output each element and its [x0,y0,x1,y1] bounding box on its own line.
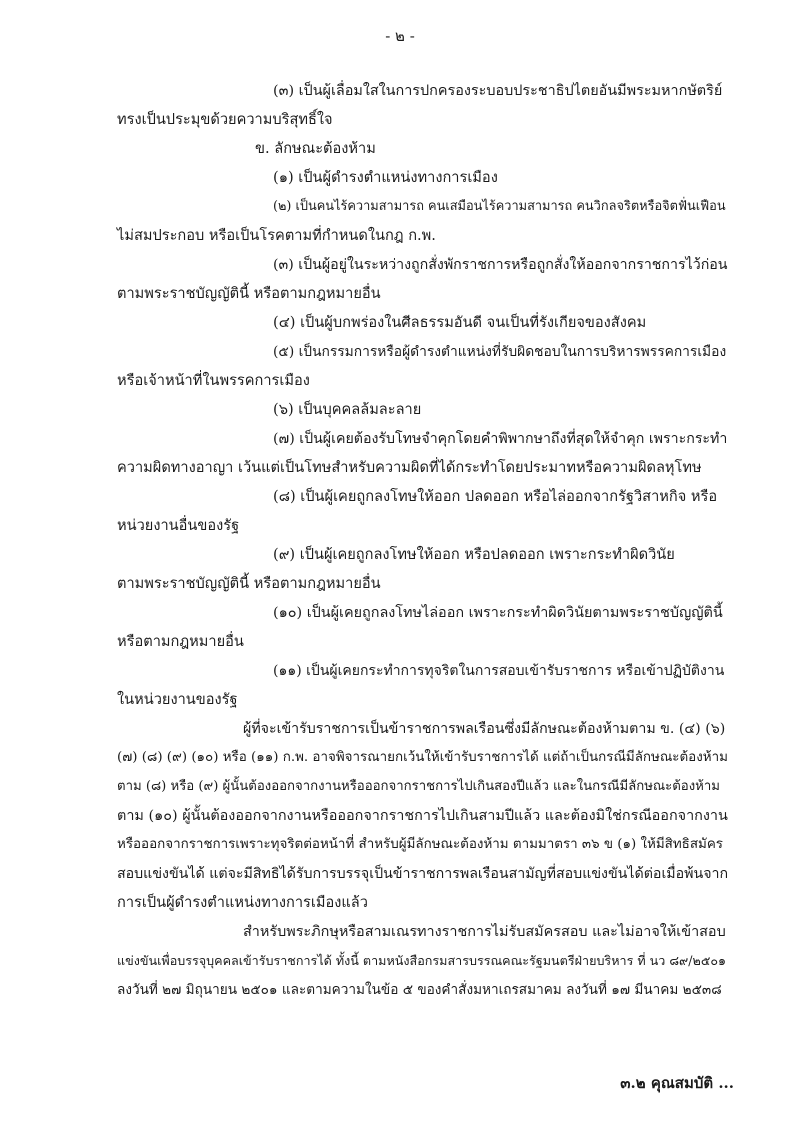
text-line: หรือตามกฎหมายอื่น [117,633,244,650]
text-line: ตามพระราชบัญญัตินี้ หรือตามกฎหมายอื่น [117,575,381,592]
text-line: (๙) เป็นผู้เคยถูกลงโทษให้ออก หรือปลดออก เพราะกระทำผิดวินัย [273,546,675,563]
text-line: สำหรับพระภิกษุหรือสามเณรทางราชการไม่รับสมัครสอบ และไม่อาจให้เข้าสอบ [243,924,726,940]
text-line: หรือออกจากราชการเพราะทุจริตต่อหน้าที่ สำหรับผู้มีลักษณะต้องห้าม ตามมาตรา ๓๖ ข (๑) ให้มีสิทธิสมัคร [117,837,723,852]
text-line: สอบแข่งขันได้ แต่จะมีสิทธิได้รับการบรรจุเป็นข้าราชการพลเรือนสามัญที่สอบแข่งขันได้ต่อเมื่อพ้นจาก [117,866,729,882]
text-line: (๑๑) เป็นผู้เคยกระทำการทุจริตในการสอบเข้ารับราชการ หรือเข้าปฏิบัติงาน [273,663,725,679]
text-line: (๒) เป็นคนไร้ความสามารถ คนเสมือนไร้ความสามารถ คนวิกลจริตหรือจิตฟั่นเฟือน [273,199,726,214]
text-line: ในหน่วยงานของรัฐ [117,691,238,708]
text-line: ตาม (๑๐) ผู้นั้นต้องออกจากงานหรือออกจากราชการไปเกินสามปีแล้ว และต้องมิใช่กรณีออกจากงาน [117,808,728,824]
text-line: (๑๐) เป็นผู้เคยถูกลงโทษไล่ออก เพราะกระทำผิดวินัยตามพระราชบัญญัตินี้ [273,605,723,621]
text-line: หรือเจ้าหน้าที่ในพรรคการเมือง [117,372,310,389]
text-line: (๕) เป็นกรรมการหรือผู้ดำรงตำแหน่งที่รับผิดชอบในการบริหารพรรคการเมือง [273,344,727,360]
text-line: (๗) (๘) (๙) (๑๐) หรือ (๑๑) ก.พ. อาจพิจารณายกเว้นให้เข้ารับราชการได้ แต่ถ้าเป็นกรณีมีลักษณะต้องห้าม [117,750,728,765]
text-line: การเป็นผู้ดำรงตำแหน่งทางการเมืองแล้ว [117,894,368,911]
page-number: - ๒ - [385,27,415,45]
section-heading: ข. ลักษณะต้องห้าม [255,140,376,157]
text-line: หน่วยงานอื่นของรัฐ [117,517,240,534]
text-line: แข่งขันเพื่อบรรจุบุคคลเข้ารับราชการได้ ทั้งนี้ ตามหนังสือกรมสารบรรณคณะรัฐมนตรีฝ่ายบริหาร ที่ นว ๘๙/๒๕๐๑ [117,953,727,968]
text-line: (๓) เป็นผู้อยู่ในระหว่างถูกสั่งพักราชการหรือถูกสั่งให้ออกจากราชการไว้ก่อน [273,257,728,273]
text-line: ผู้ที่จะเข้ารับราชการเป็นข้าราชการพลเรือนซึ่งมีลักษณะต้องห้ามตาม ข. (๔) (๖) [243,721,726,737]
text-line: ความผิดทางอาญา เว้นแต่เป็นโทษสำหรับความผิดที่ได้กระทำโดยประมาทหรือความผิดลหุโทษ [117,459,702,476]
text-line: ตามพระราชบัญญัตินี้ หรือตามกฎหมายอื่น [117,285,381,302]
text-line: ลงวันที่ ๒๗ มิถุนายน ๒๕๐๑ และตามความในข้อ ๕ ของคำสั่งมหาเถรสมาคม ลงวันที่ ๑๗ มีนาคม ๒๕๓๘ [117,982,722,998]
text-line: ทรงเป็นประมุขด้วยความบริสุทธิ์ใจ [117,111,333,128]
text-line: ตาม (๘) หรือ (๙) ผู้นั้นต้องออกจากงานหรือออกจากราชการไปเกินสองปีแล้ว และในกรณีมีลักษณะต้องห้าม [117,779,720,794]
text-line: (๗) เป็นผู้เคยต้องรับโทษจำคุกโดยคำพิพากษาถึงที่สุดให้จำคุก เพราะกระทำ [273,431,728,447]
continuation-footer: ๓.๒ คุณสมบัติ ... [620,1074,734,1092]
text-line: (๓) เป็นผู้เลื่อมใสในการปกครองระบอบประชาธิปไตยอันมีพระมหากษัตริย์ [273,83,723,99]
text-line: (๖) เป็นบุคคลล้มละลาย [273,401,422,418]
text-line: (๘) เป็นผู้เคยถูกลงโทษให้ออก ปลดออก หรือไล่ออกจากรัฐวิสาหกิจ หรือ [273,488,718,505]
text-line: (๑) เป็นผู้ดำรงตำแหน่งทางการเมือง [273,169,498,186]
text-line: ไม่สมประกอบ หรือเป็นโรคตามที่กำหนดในกฎ ก.พ. [117,227,436,244]
text-line: (๔) เป็นผู้บกพร่องในศีลธรรมอันดี จนเป็นที่รังเกียจของสังคม [273,314,647,331]
